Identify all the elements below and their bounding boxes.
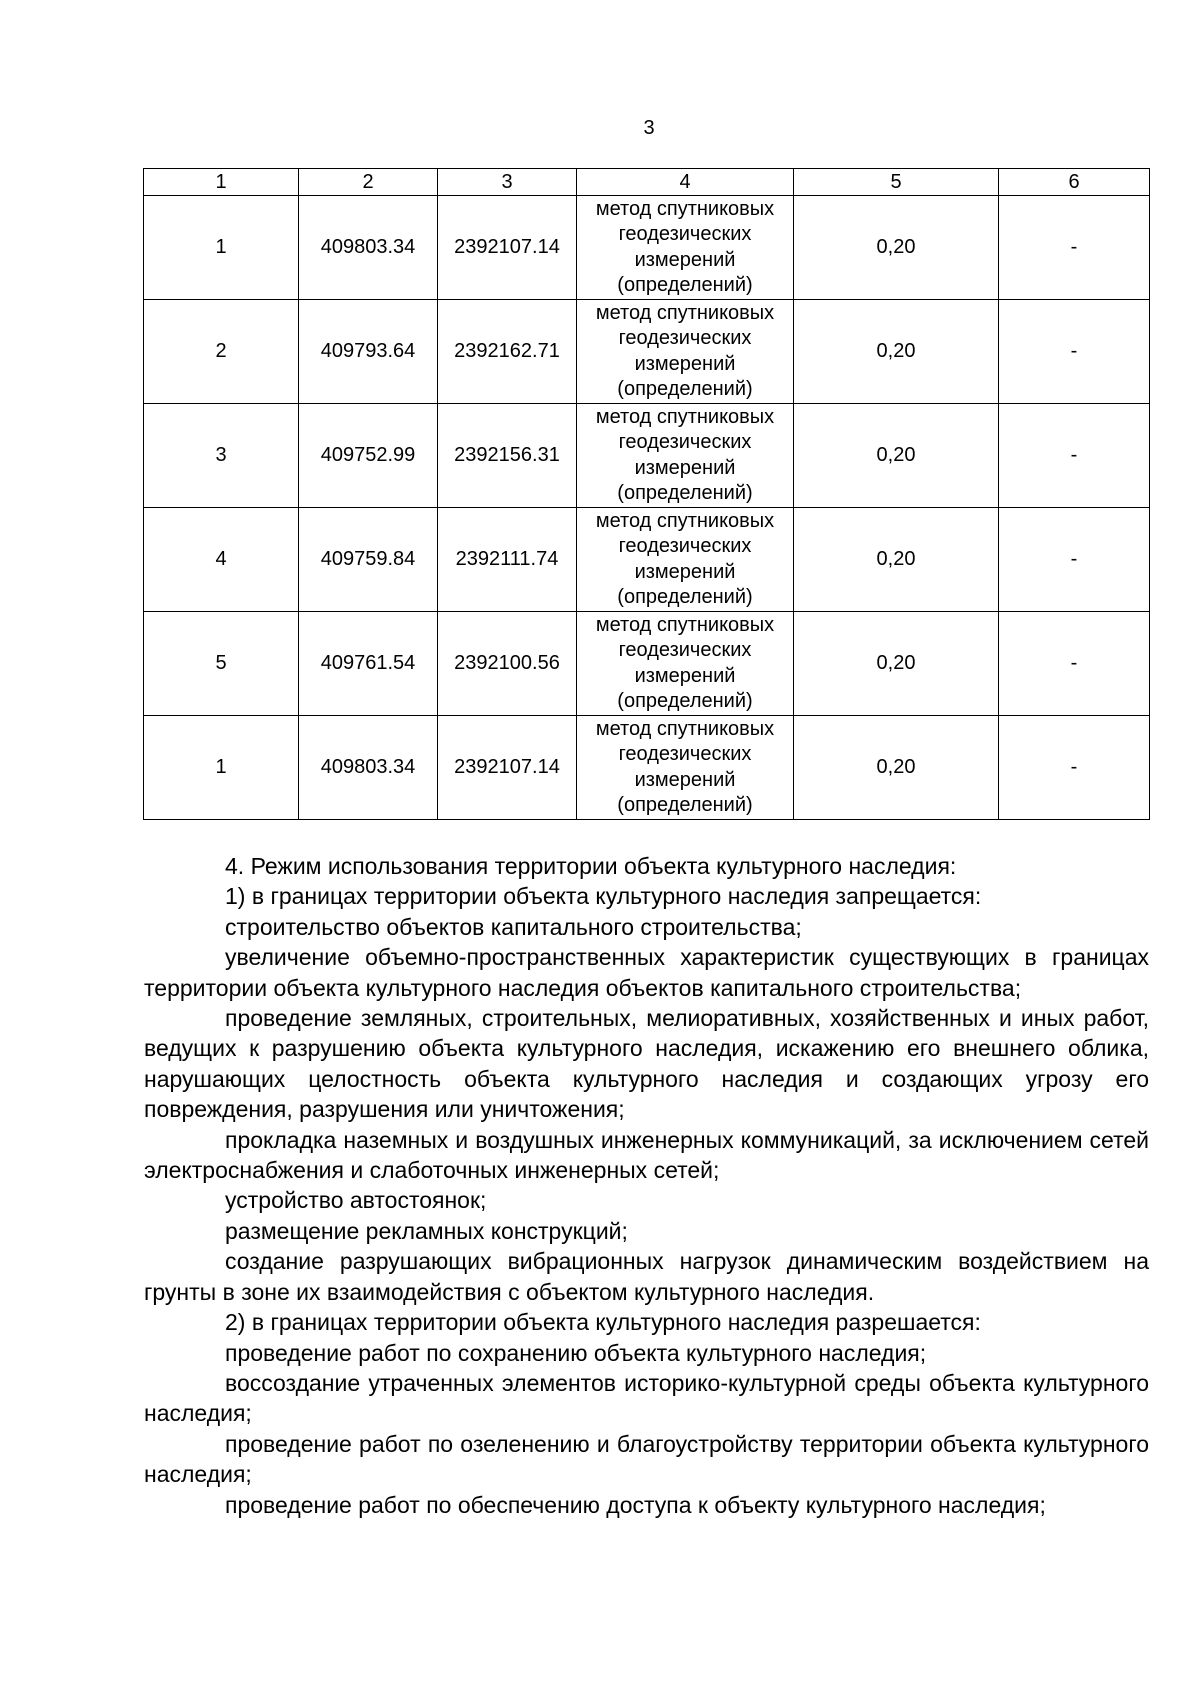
- x-coordinate-cell: 409793.64: [299, 300, 438, 404]
- point-number-cell: 5: [144, 612, 299, 716]
- table-header-cell: 4: [577, 169, 794, 196]
- list-item: увеличение объемно-пространственных характеристик существующих в границах территории объекта культурного наследия объектов капитального строительства;: [144, 944, 1149, 1001]
- table-row: [144, 612, 1150, 716]
- point-number-cell: 1: [144, 196, 299, 300]
- x-coordinate-cell: 409759.84: [299, 508, 438, 612]
- point-number-cell: 3: [144, 404, 299, 508]
- table-row: [144, 300, 1150, 404]
- method-cell: метод спутниковых геодезических измерений (определений): [577, 716, 794, 820]
- table-header-cell: 3: [438, 169, 577, 196]
- y-coordinate-cell: 2392107.14: [438, 716, 577, 820]
- page-number: 3: [643, 117, 655, 139]
- table-row: [144, 716, 1150, 820]
- accuracy-cell: 0,20: [794, 196, 999, 300]
- description-cell: -: [999, 508, 1150, 612]
- table-row: [144, 404, 1150, 508]
- accuracy-cell: 0,20: [794, 300, 999, 404]
- description-cell: -: [999, 300, 1150, 404]
- subsection-permitted: 2) в границах территории объекта культурного наследия разрешается:: [225, 1309, 981, 1336]
- x-coordinate-cell: 409803.34: [299, 196, 438, 300]
- x-coordinate-cell: 409752.99: [299, 404, 438, 508]
- list-item: размещение рекламных конструкций;: [225, 1217, 628, 1244]
- section-heading: 4. Режим использования территории объекта культурного наследия:: [225, 853, 957, 879]
- list-item: проведение работ по сохранению объекта культурного наследия;: [225, 1339, 927, 1366]
- table-row: [144, 196, 1150, 300]
- y-coordinate-cell: 2392111.74: [438, 508, 577, 612]
- subsection-prohibited: 1) в границах территории объекта культурного наследия запрещается:: [225, 883, 982, 910]
- table-header-cell: 2: [299, 169, 438, 196]
- point-number-cell: 2: [144, 300, 299, 404]
- x-coordinate-cell: 409761.54: [299, 612, 438, 716]
- table-header-cell: 5: [794, 169, 999, 196]
- accuracy-cell: 0,20: [794, 716, 999, 820]
- point-number-cell: 4: [144, 508, 299, 612]
- method-cell: метод спутниковых геодезических измерений (определений): [577, 404, 794, 508]
- y-coordinate-cell: 2392107.14: [438, 196, 577, 300]
- list-item: строительство объектов капитального строительства;: [225, 913, 802, 940]
- table-row: [144, 508, 1150, 612]
- list-item: создание разрушающих вибрационных нагрузок динамическим воздействием на грунты в зоне их взаимодействия с объектом культурного наследия.: [144, 1248, 1149, 1305]
- method-cell: метод спутниковых геодезических измерений (определений): [577, 612, 794, 716]
- table-header-cell: 1: [144, 169, 299, 196]
- list-item: устройство автостоянок;: [225, 1187, 487, 1214]
- list-item: проведение работ по обеспечению доступа к объекту культурного наследия;: [225, 1491, 1046, 1518]
- description-cell: -: [999, 612, 1150, 716]
- table-header-row: [144, 169, 1150, 196]
- y-coordinate-cell: 2392156.31: [438, 404, 577, 508]
- method-cell: метод спутниковых геодезических измерений (определений): [577, 196, 794, 300]
- coordinates-table: [143, 168, 1150, 820]
- list-item: проведение работ по озеленению и благоустройству территории объекта культурного наследия;: [144, 1430, 1149, 1488]
- accuracy-cell: 0,20: [794, 404, 999, 508]
- y-coordinate-cell: 2392162.71: [438, 300, 577, 404]
- point-number-cell: 1: [144, 716, 299, 820]
- list-item: прокладка наземных и воздушных инженерных коммуникаций, за исключением сетей электроснабжения и слаботочных инженерных сетей;: [144, 1126, 1149, 1184]
- x-coordinate-cell: 409803.34: [299, 716, 438, 820]
- method-cell: метод спутниковых геодезических измерений (определений): [577, 508, 794, 612]
- list-item: воссоздание утраченных элементов историко-культурной среды объекта культурного наследия;: [144, 1369, 1149, 1427]
- table-header-cell: 6: [999, 169, 1150, 196]
- accuracy-cell: 0,20: [794, 508, 999, 612]
- y-coordinate-cell: 2392100.56: [438, 612, 577, 716]
- description-cell: -: [999, 404, 1150, 508]
- list-item: проведение земляных, строительных, мелиоративных, хозяйственных и иных работ, ведущих к разрушению объекта культурного наследия, искажению его внешнего облика, нарушающих целостность объекта культурного наследия и создающих угрозу его повреждения, разрушения или уничтожения;: [144, 1005, 1149, 1123]
- accuracy-cell: 0,20: [794, 612, 999, 716]
- description-cell: -: [999, 716, 1150, 820]
- method-cell: метод спутниковых геодезических измерений (определений): [577, 300, 794, 404]
- regulation-text: [144, 851, 1149, 1520]
- description-cell: -: [999, 196, 1150, 300]
